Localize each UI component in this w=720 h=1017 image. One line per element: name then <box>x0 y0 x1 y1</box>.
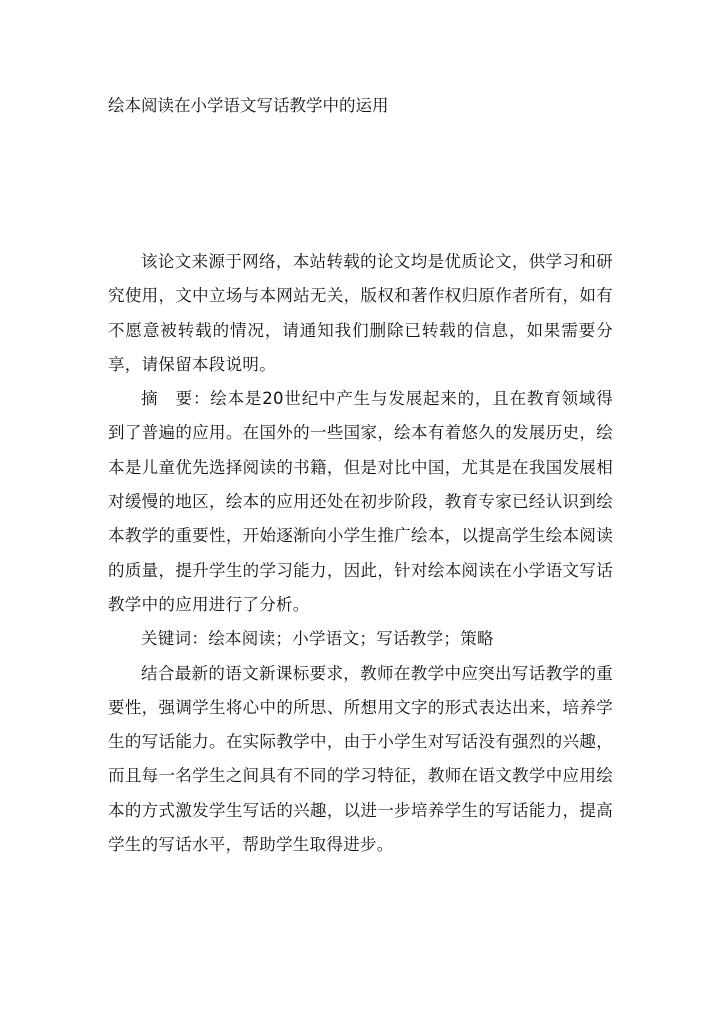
disclaimer-paragraph: 该论文来源于网络，本站转载的论文均是优质论文，供学习和研究使用，文中立场与本网站无关，版权和著作权归原作者所有，如有不愿意被转载的情况，请通知我们删除已转载的信息，如果需要分享，请保留本段说明。 <box>108 252 613 374</box>
document-body <box>108 245 613 862</box>
document-title: 绘本阅读在小学语文写话教学中的运用 <box>108 96 389 115</box>
abstract-paragraph: 摘 要：绘本是20世纪中产生与发展起来的，且在教育领域得到了普遍的应用。在国外的一些国家，绘本有着悠久的发展历史，绘本是儿童优先选择阅读的书籍，但是对比中国，尤其是在我国发展相对缓慢的地区，绘本的应用还处在初步阶段，教育专家已经认识到绘本教学的重要性，开始逐渐向小学生推广绘本，以提高学生绘本阅读的质量，提升学生的学习能力，因此，针对绘本阅读在小学语文写话教学中的应用进行了分析。 <box>108 389 613 614</box>
intro-paragraph: 结合最新的语文新课标要求，教师在教学中应突出写话教学的重要性，强调学生将心中的所思、所想用文字的形式表达出来，培养学生的写话能力。在实际教学中，由于小学生对写话没有强烈的兴趣，而且每一名学生之间具有不同的学习特征，教师在语文教学中应用绘本的方式激发学生写话的兴趣，以进一步培养学生的写话能力，提高学生的写话水平，帮助学生取得进步。 <box>108 663 613 855</box>
keywords-paragraph: 关键词：绘本阅读；小学语文；写话教学；策略 <box>141 629 494 649</box>
